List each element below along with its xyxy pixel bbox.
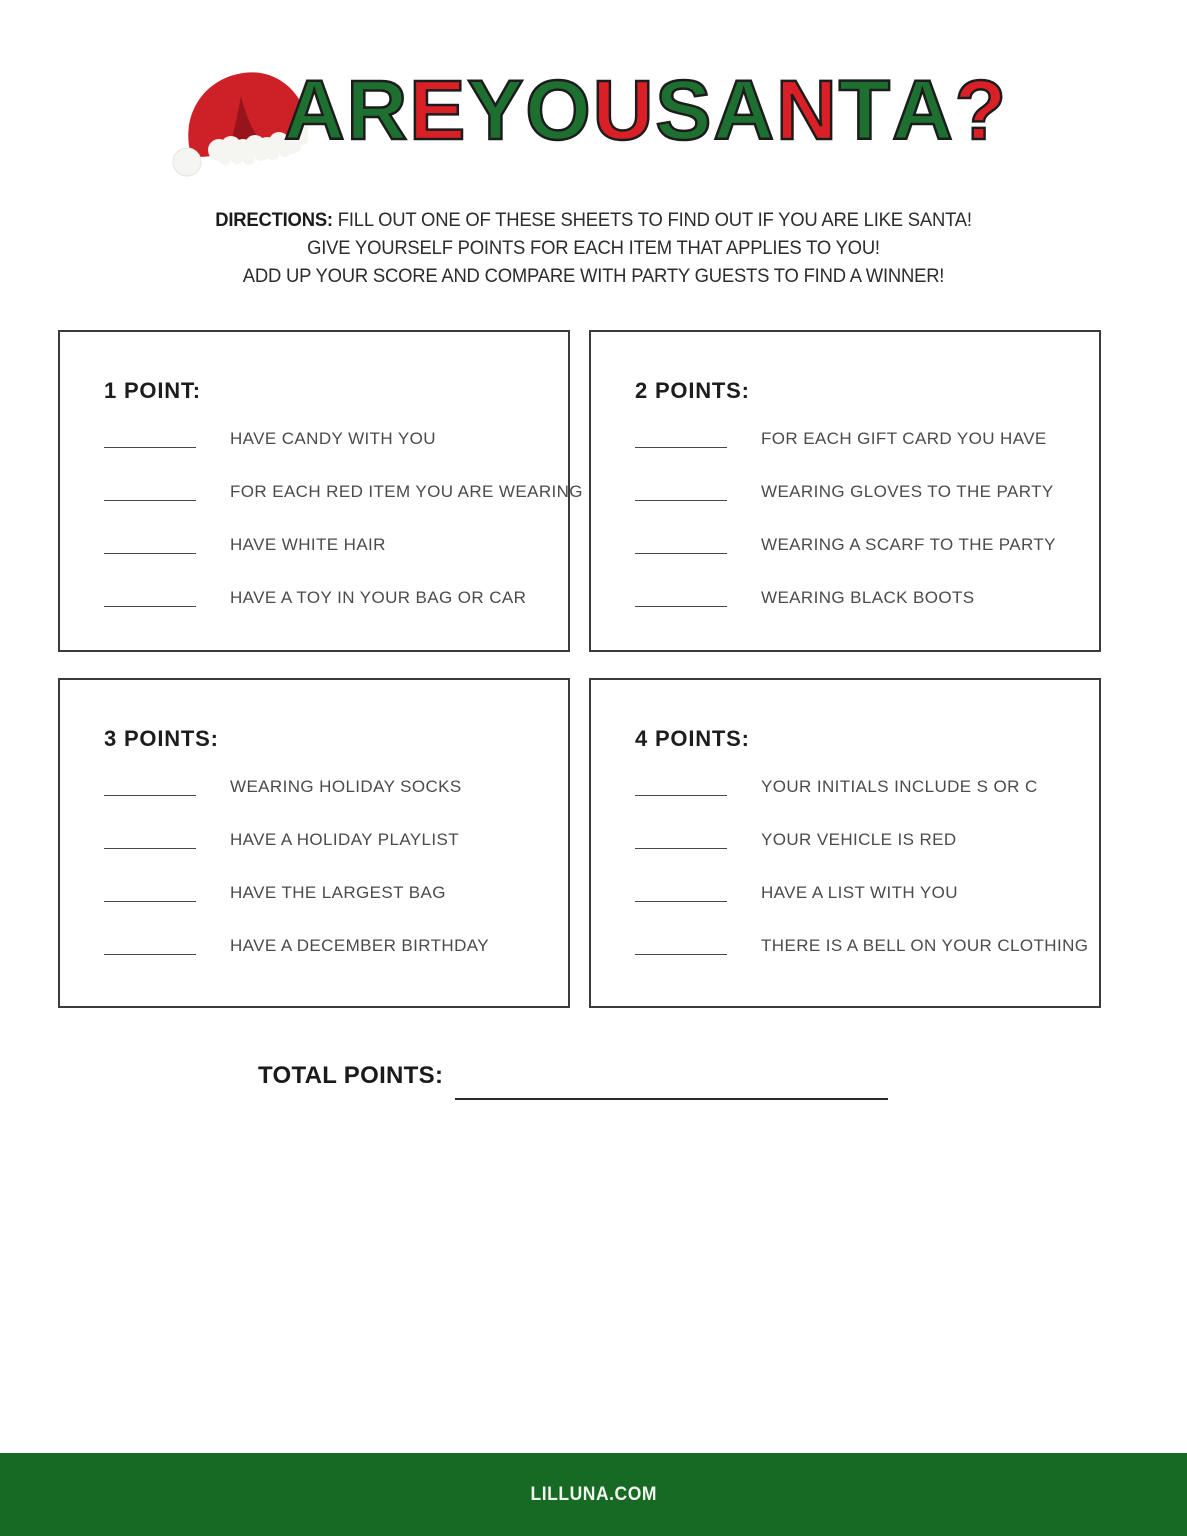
write-in-line <box>104 848 196 849</box>
score-item-label: WEARING BLACK BOOTS <box>761 587 975 607</box>
score-item-label: WEARING GLOVES TO THE PARTY <box>761 481 1054 501</box>
score-item <box>635 465 1083 518</box>
score-item <box>104 412 552 465</box>
directions-text <box>18 207 1169 291</box>
score-item <box>635 760 1083 813</box>
title-letter: ? <box>954 63 1007 157</box>
footer-site-text: LILLUNA.COM <box>530 1483 657 1505</box>
title-letter: O <box>525 63 591 157</box>
title-letter: U <box>592 63 654 157</box>
write-in-line <box>104 553 196 554</box>
score-item <box>635 412 1083 465</box>
score-box-4-points <box>589 678 1101 1008</box>
title-letter: A <box>713 63 775 157</box>
title-letter: A <box>283 63 345 157</box>
page-title <box>283 63 1007 157</box>
write-in-line <box>104 500 196 501</box>
title-letter: A <box>892 63 953 157</box>
title-letter: Y <box>467 63 524 157</box>
score-item-label: YOUR INITIALS INCLUDE S OR C <box>761 776 1038 796</box>
total-points-label: TOTAL POINTS: <box>258 1062 444 1089</box>
write-in-line <box>635 848 727 849</box>
score-item <box>104 813 552 866</box>
write-in-line <box>635 447 727 448</box>
write-in-line <box>635 606 727 607</box>
score-item-label: HAVE A DECEMBER BIRTHDAY <box>230 935 489 955</box>
write-in-line <box>104 795 196 796</box>
write-in-line <box>104 606 196 607</box>
write-in-line <box>104 447 196 448</box>
score-item <box>635 866 1083 919</box>
score-box-1-point <box>58 330 583 652</box>
write-in-line <box>635 795 727 796</box>
title-letter: T <box>838 63 891 157</box>
score-item-label: THERE IS A BELL ON YOUR CLOTHING <box>761 935 1089 955</box>
write-in-line <box>635 553 727 554</box>
score-box-3-points <box>58 678 570 1008</box>
box-heading: 4 POINTS: <box>635 726 750 751</box>
score-item <box>635 919 1089 972</box>
directions-line-2: GIVE YOURSELF POINTS FOR EACH ITEM THAT APPLIES TO YOU! <box>307 238 880 259</box>
score-item <box>104 571 552 624</box>
directions-line-1-text: FILL OUT ONE OF THESE SHEETS TO FIND OUT IF YOU ARE LIKE SANTA! <box>332 210 972 231</box>
score-item-label: WEARING HOLIDAY SOCKS <box>230 776 462 796</box>
box-heading: 2 POINTS: <box>635 378 750 403</box>
score-item-label: FOR EACH RED ITEM YOU ARE WEARING <box>230 481 583 501</box>
score-item-label: HAVE WHITE HAIR <box>230 534 386 554</box>
write-in-line <box>635 500 727 501</box>
title-letter: R <box>346 63 408 157</box>
write-in-line <box>635 901 727 902</box>
score-item <box>635 518 1083 571</box>
score-item <box>104 919 552 972</box>
title-letter: N <box>776 63 837 157</box>
title-letter: E <box>409 63 466 157</box>
score-item-label: HAVE A TOY IN YOUR BAG OR CAR <box>230 587 527 607</box>
score-item-label: HAVE THE LARGEST BAG <box>230 882 446 902</box>
score-item <box>635 813 1083 866</box>
score-item-label: FOR EACH GIFT CARD YOU HAVE <box>761 428 1047 448</box>
directions-line-3: ADD UP YOUR SCORE AND COMPARE WITH PARTY GUESTS TO FIND A WINNER! <box>242 266 945 287</box>
score-item-label: YOUR VEHICLE IS RED <box>761 829 957 849</box>
box-heading: 1 POINT: <box>104 378 201 403</box>
box-heading: 3 POINTS: <box>104 726 219 751</box>
score-item <box>104 465 583 518</box>
score-item-label: HAVE A HOLIDAY PLAYLIST <box>230 829 460 849</box>
directions-label: DIRECTIONS: <box>215 210 333 231</box>
directions-line-1 <box>18 207 1169 235</box>
score-item <box>635 571 1083 624</box>
write-in-line <box>104 954 196 955</box>
footer <box>0 1453 1187 1536</box>
title-letter: S <box>655 63 712 157</box>
score-box-2-points <box>589 330 1101 652</box>
score-item <box>104 866 552 919</box>
score-item-label: HAVE A LIST WITH YOU <box>761 882 958 902</box>
write-in-line <box>104 901 196 902</box>
score-item-label: WEARING A SCARF TO THE PARTY <box>761 534 1056 554</box>
score-item <box>104 518 552 571</box>
total-points-write-in-line <box>455 1098 888 1100</box>
write-in-line <box>635 954 727 955</box>
score-item-label: HAVE CANDY WITH YOU <box>230 428 436 448</box>
score-item <box>104 760 552 813</box>
